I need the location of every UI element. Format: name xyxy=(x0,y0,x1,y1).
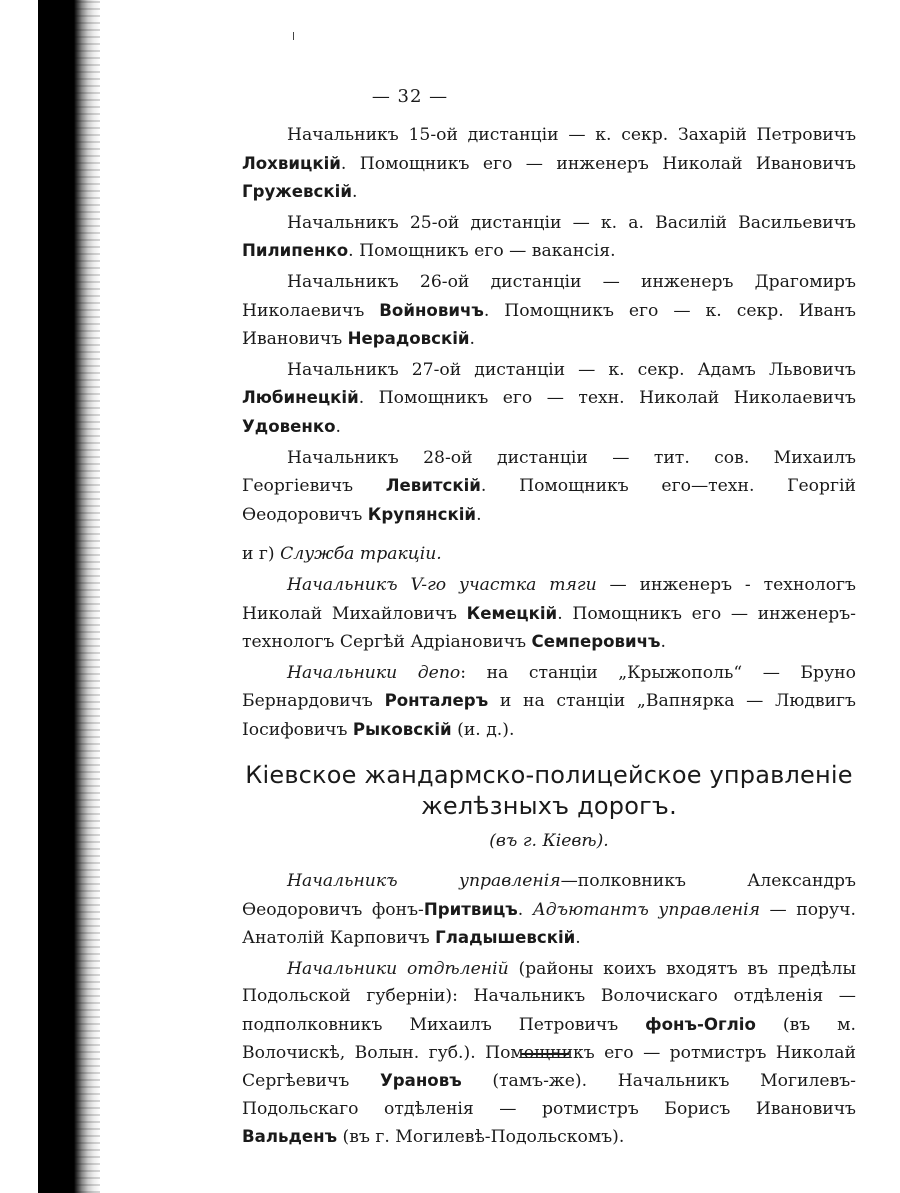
scan-mark xyxy=(293,32,294,40)
section-heading xyxy=(242,760,856,822)
text-run: . Помощникъ его — инженеръ-технологъ Сергѣй Адріановичъ xyxy=(242,603,856,653)
surname: Кемецкій xyxy=(466,603,558,623)
surname: Удовенко xyxy=(242,416,336,436)
text-run: . xyxy=(517,899,533,920)
text-run: и г) xyxy=(242,544,281,565)
surname: Пилипенко xyxy=(242,241,349,261)
surname: Гружевскій xyxy=(242,182,352,202)
text-run: . xyxy=(351,182,358,203)
text-run: . xyxy=(335,416,341,437)
italic-term: Начальникъ V-го участка тяги xyxy=(287,574,597,595)
text-run: — инженеръ - технологъ Николай Михайловичъ xyxy=(242,574,856,624)
paragraph-distance-25 xyxy=(242,210,856,266)
paragraph-distance-28 xyxy=(242,445,856,530)
text-run: . Помощникъ его — к. секр. Иванъ Ивановичъ xyxy=(242,300,856,350)
text-run: (тамъ-же). Начальникъ Могилевъ-Подольскаго отдѣленія — ротмистръ Борисъ Ивановичъ xyxy=(242,1071,856,1119)
text-run: : на станціи „Крыжополь“ — Бруно Бернардовичъ xyxy=(242,662,856,712)
text-run: Начальникъ 15-ой дистанціи — к. секр. Захарій Петровичъ xyxy=(287,125,856,145)
surname: Войновичъ xyxy=(379,300,484,320)
italic-term: Адъютантъ управленія xyxy=(532,899,761,920)
text-run: . Помощникъ его — вакансія. xyxy=(348,241,616,262)
text-run: Начальникъ 28-ой дистанціи — тит. сов. Михаилъ Георгіевичъ xyxy=(242,447,856,497)
text-run: . xyxy=(575,928,581,949)
italic-term: Начальникъ управленія xyxy=(287,871,561,892)
text-run: (и. д.). xyxy=(451,719,515,740)
page-body xyxy=(242,122,856,1155)
surname: Ронталеръ xyxy=(384,691,489,711)
paragraph-traction-chief xyxy=(242,572,856,657)
paragraph-depot-chiefs xyxy=(242,660,856,745)
text-run: . xyxy=(660,632,666,653)
surname: Рыковскій xyxy=(352,719,452,739)
italic-term: (въ г. Кіевѣ). xyxy=(489,831,609,852)
page-number: — 32 — xyxy=(371,86,449,107)
text-run: . Помощникъ его — инженеръ Николай Ивановичъ xyxy=(340,153,856,174)
surname: Нерадовскій xyxy=(347,329,470,349)
paragraph-distance-26 xyxy=(242,269,856,354)
text-run: . xyxy=(476,504,482,525)
text-run: . Помощникъ его—техн. Георгій Өеодоровичъ xyxy=(242,476,856,525)
italic-term: Служба тракціи. xyxy=(280,544,442,565)
paragraph-distance-15 xyxy=(242,122,856,207)
text-run: Начальникъ 25-ой дистанціи — к. а. Василій Васильевичъ xyxy=(287,212,856,233)
italic-term: Начальники отдѣленій xyxy=(287,958,509,979)
text-run: (въ г. Могилевѣ-Подольскомъ). xyxy=(337,1127,625,1148)
text-run: . Помощникъ его — техн. Николай Николаевичъ xyxy=(358,388,856,409)
surname: Лохвицкій xyxy=(242,153,341,173)
section-subheading xyxy=(242,828,856,856)
end-rule xyxy=(521,1053,569,1058)
text-run: Начальникъ 27-ой дистанціи — к. секр. Адамъ Львовичъ xyxy=(287,359,856,380)
scan-binding-edge xyxy=(38,0,100,1193)
text-run: . xyxy=(469,329,476,350)
text-run: Кіевское жандармско-полицейское управленіе желѣзныхъ дорогъ. xyxy=(245,761,853,821)
paragraph-distance-27 xyxy=(242,357,856,442)
surname: Притвицъ xyxy=(423,899,518,919)
text-run: (районы коихъ входятъ въ предѣлы Подольской губерніи): Начальникъ Волочискаго отдѣленія — подполковникъ Михаилъ Петровичъ xyxy=(242,958,856,1036)
text-run: Начальникъ 26-ой дистанціи — инженеръ Драгомиръ Николаевичъ xyxy=(242,271,856,321)
surname: Вальденъ xyxy=(242,1127,338,1147)
surname: Левитскій xyxy=(385,476,481,496)
italic-term: Начальники депо xyxy=(287,662,461,683)
text-run: (въ м. Волочискѣ, Волын. губ.). Помощникъ его — ротмистръ Николай Сергѣевичъ xyxy=(242,1015,857,1092)
text-run: — поруч. Анатолій Карповичъ xyxy=(242,899,856,949)
surname: фонъ-Огліо xyxy=(645,1015,756,1035)
surname: Урановъ xyxy=(379,1071,462,1091)
text-run: и на станціи „Вапнярка — Людвигъ Іосифовичъ xyxy=(242,691,856,740)
surname: Крупянскій xyxy=(367,504,477,524)
surname: Семперовичъ xyxy=(531,632,661,652)
paragraph-directorate-chief xyxy=(242,868,856,953)
surname: Гладышевскій xyxy=(435,928,576,948)
section-traction-service xyxy=(242,541,856,569)
text-run: —полковникъ Александръ Өеодоровичъ фонъ- xyxy=(242,871,856,920)
surname: Любинецкій xyxy=(242,388,359,408)
